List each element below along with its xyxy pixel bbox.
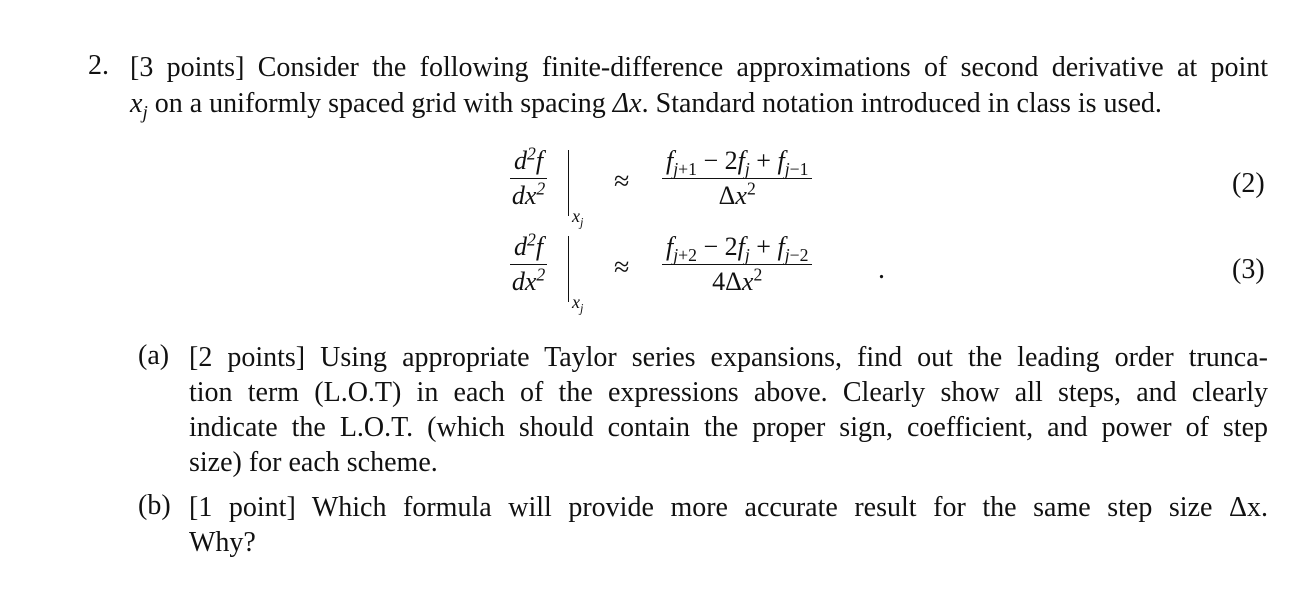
part-a-label: (a)	[138, 340, 170, 371]
equation-2-lhs-numerator: $d^2f$	[514, 143, 544, 175]
equation-2-approx-symbol: ≈	[614, 166, 630, 197]
grid-point-variable: $x_j$	[130, 88, 148, 124]
part-a-line-4: size) for each scheme.	[189, 447, 438, 478]
equation-3-approx-symbol: ≈	[614, 252, 630, 283]
part-b-line-1: [1 point] Which formula will provide more accurate result for the same step size Δx.	[189, 492, 1268, 523]
equation-3-lhs-fraction	[510, 229, 547, 297]
equation-3-trailing-period: .	[878, 254, 885, 285]
question-number: 2.	[88, 50, 109, 81]
grid-spacing-symbol: Δx	[612, 88, 642, 119]
equation-2-rhs-denominator: $\Delta x^2$	[718, 178, 756, 210]
equation-3-label: (3)	[1232, 254, 1265, 285]
equation-3-rhs-numerator: $f_{j+2} - 2f_j + f_{j-2}$	[666, 232, 809, 266]
equation-3-evaluation-point: $x_j$	[572, 292, 584, 316]
equation-2-lhs-fraction	[510, 143, 547, 211]
equation-2-evaluation-bar	[568, 150, 569, 216]
question-points: [3 points]	[130, 52, 245, 83]
equation-3-lhs-denominator: $dx^2$	[511, 264, 546, 296]
equation-2-rhs-numerator: $f_{j+1} - 2f_j + f_{j-1}$	[666, 146, 809, 180]
question-intro-text-2: on a uniformly spaced grid with spacing	[147, 88, 613, 119]
question-intro-line-2	[130, 86, 1268, 122]
equation-2-label: (2)	[1232, 168, 1265, 199]
equation-3-lhs-numerator: $d^2f$	[514, 229, 544, 261]
equation-2-rhs-fraction	[662, 146, 812, 211]
equation-3-rhs-fraction	[662, 232, 812, 297]
equation-2-lhs-denominator: $dx^2$	[511, 178, 546, 210]
equation-2	[0, 143, 1304, 230]
question-intro-text-3: . Standard notation introduced in class is used.	[641, 88, 1162, 119]
part-a-line-2: tion term (L.O.T) in each of the expressions above. Clearly show all steps, and clearly	[189, 377, 1268, 408]
part-a-line-1: [2 points] Using appropriate Taylor series expansions, find out the leading order trunca-	[189, 342, 1268, 373]
question-intro-text: Consider the following finite-difference approximations of second derivative at point	[257, 52, 1269, 83]
part-b-text	[189, 490, 1268, 560]
part-a-text	[189, 340, 1268, 480]
equation-2-evaluation-point: $x_j$	[572, 206, 584, 230]
part-b-line-2: Why?	[189, 527, 256, 558]
equation-3-rhs-denominator: $4\Delta x^2$	[712, 264, 763, 296]
part-b-label: (b)	[138, 490, 171, 521]
equation-3-evaluation-bar	[568, 236, 569, 302]
equation-3	[0, 229, 1304, 316]
part-a-line-3: indicate the L.O.T. (which should contain the proper sign, coefficient, and power of step	[189, 412, 1268, 443]
question-intro-line-1	[130, 50, 1268, 86]
